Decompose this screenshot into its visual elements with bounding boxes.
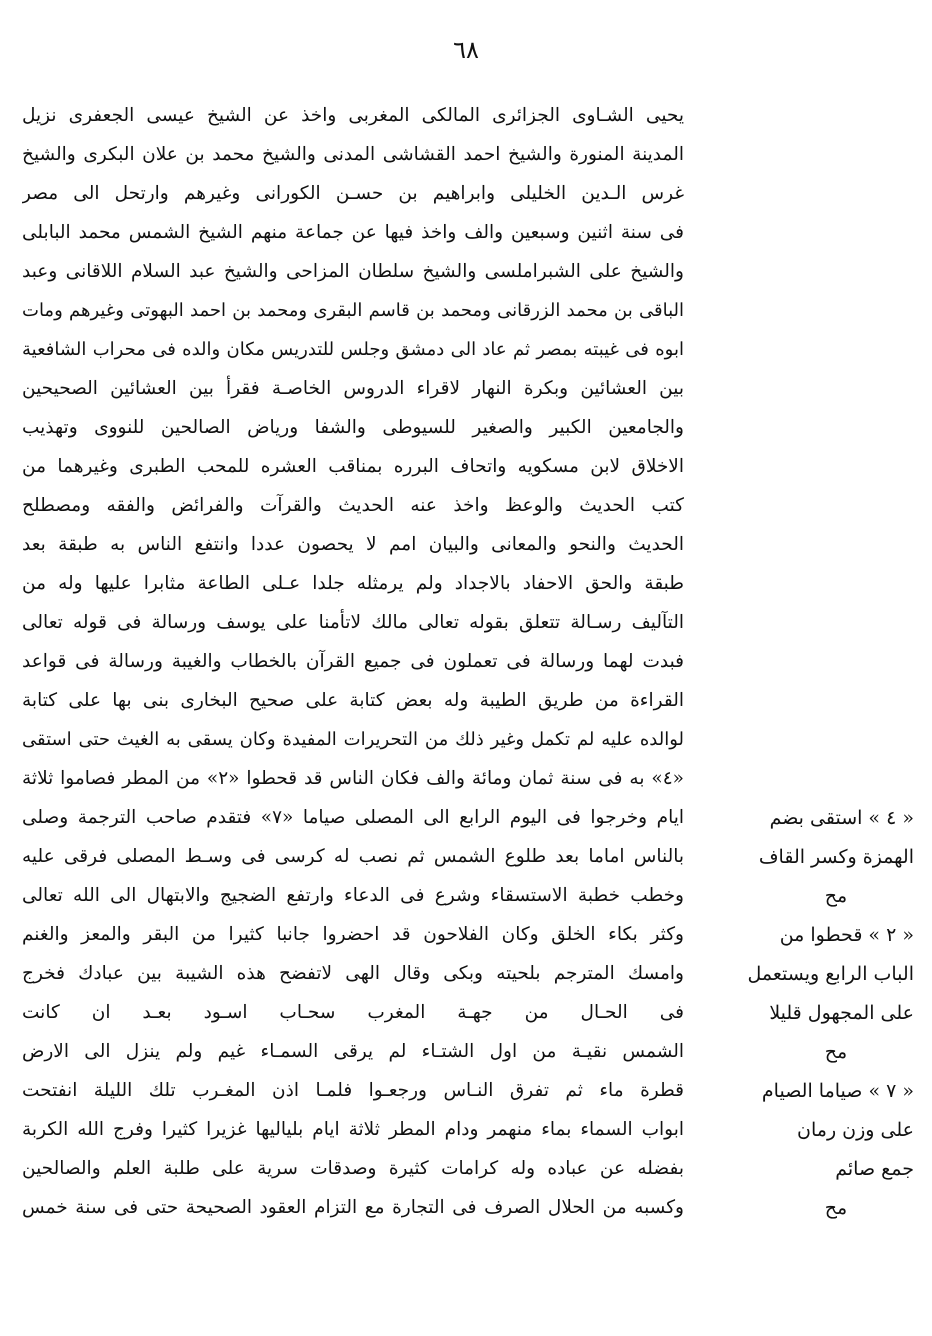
text-line: فى الحـال من جهـة المغرب سحـاب اسـود بعـد ان كانت [22, 1002, 684, 1023]
margin-notes [718, 799, 914, 1228]
margin-note-line: الباب الرابع ويستعمل [747, 963, 914, 985]
text-line: ابوه فى غيبته بمصر ثم عاد الى دمشق وجلس للتدريس مكان والده فى محراب الشافعية [22, 339, 684, 360]
text-line: وامسك المترجم بلحيته وبكى وقال الهى لاتفضح هذه الشيبة بين عبادك فخرج [22, 963, 684, 984]
text-line: بين العشائين وبكرة النهار لاقراء الدروس الخاصـة فقرأ بين العشائين الصحيحين [22, 378, 684, 399]
margin-note-line: جمع صائم [835, 1158, 914, 1180]
text-line: والشيخ على الشبراملسى والشيخ سلطان المزاحى والشيخ عبد السلام اللاقانى وعبد [22, 261, 684, 282]
main-text-body [22, 96, 684, 1227]
text-line: الاخلاق لابن مسكويه واتحاف البرره بمناقب العشره للمحب الطبرى وغيرهما من [22, 456, 684, 477]
text-line: المدينة المنورة والشيخ احمد القشاشى المدنى والشيخ محمد بن علان البكرى والشيخ [22, 144, 684, 165]
text-line: فبدت لهما ورسالة فى تعملون فى جميع القرآن بالخطاب والغيبة ورسالة فى قواعد [22, 651, 684, 672]
margin-note-line: على المجهول قليلا [769, 1002, 914, 1024]
text-line: بفضله عن عباده وله كرامات كثيرة وصدقات سرية على طلبة العلم والصالحين [22, 1158, 684, 1179]
text-line: التآليف رسـالة تتعلق بقوله تعالى مالك لاتأمنا على يوسف ورسالة فى قوله تعالى [22, 612, 684, 633]
text-line: وكثر بكاء الخلق وكان الفلاحون قد احضروا جانبا كثيرا من البقر والمعز والغنم [22, 924, 684, 945]
text-line: ايام وخرجوا فى اليوم الرابع الى المصلى صياما «٧» فتقدم صاحب الترجمة وصلى [22, 807, 684, 828]
margin-note-signature: مح [824, 1197, 848, 1219]
text-line: والجامعين الكبير والصغير للسيوطى والشفا ورياض الصالحين للنووى وتهذيب [22, 417, 684, 438]
text-line: فى سنة اثنين وسبعين والف واخذ فيها عن جماعة منهم الشيخ الشمس محمد البابلى [22, 222, 684, 243]
page-number: ٦٨ [453, 36, 479, 64]
text-line: ابواب السماء بماء منهمر ودام المطر ثلاثة ايام بلياليها غزيرا كثيرا وفرج الله الكربة [22, 1119, 684, 1140]
text-line: طبقة والحق الاحفاد بالاجداد ولم يرمثله جلدا عـلى الطاعة مثابرا عليها وله من [22, 573, 684, 594]
margin-note-line: على وزن رمان [797, 1119, 914, 1141]
text-line: وخطب خطبة الاستسقاء وشرع فى الدعاء وارتفع الضجيج والابتهال الى الله تعالى [22, 885, 684, 906]
text-line: الباقى بن محمد الزرقانى ومحمد بن قاسم البقرى ومحمد بن احمد البهوتى وغيرهم ومات [22, 300, 684, 321]
text-line: الحديث والنحو والمعانى والبيان امم لا يحصون عددا وانتفع الناس به طبقة بعد [22, 534, 684, 555]
text-line: كتب الحديث والوعظ واخذ عنه الحديث والقرآت والفرائض والفقه ومصطلح [22, 495, 684, 516]
margin-note-signature: مح [824, 1041, 848, 1063]
margin-note-line: الهمزة وكسر القاف [758, 846, 914, 868]
text-line: قطرة ماء ثم تفرق النـاس ورجعـوا فلمـا اذن المغـرب تلك الليلة انفتحت [22, 1080, 684, 1101]
text-line: لوالده عليه لم تكمل وغير ذلك من التحريرات المفيدة وكان يسقى به الغيث حتى استقى [22, 729, 684, 750]
text-line: وكسبه من الحلال الصرف فى التجارة مع التزام العقود الصحيحة حتى فى سنة خمس [22, 1197, 684, 1218]
text-line: الشمس نقيـة من اول الشتـاء لم يرقى السمـاء غيم ولم ينزل الى الارض [22, 1041, 684, 1062]
text-line: بالناس اماما بعد طلوع الشمس ثم نصب له كرسى فى وسـط المصلى فرقى عليه [22, 846, 684, 867]
margin-note-line: « ٢ » قحطوا من [779, 924, 914, 946]
text-line: غرس الـدين الخليلى وابراهيم بن حسـن الكورانى وغيرهم وارتحل الى مصر [22, 183, 684, 204]
margin-note-line: « ٤ » استقى بضم [769, 807, 914, 829]
margin-note-signature: مح [824, 885, 848, 907]
text-line: القراءة من طريق الطيبة وله بعض كتابة على صحيح البخارى بنى بها على كتابة [22, 690, 684, 711]
margin-note-line: « ٧ » صياما الصيام [761, 1080, 914, 1102]
text-line: يحيى الشـاوى الجزائرى المالكى المغربى واخذ عن الشيخ عيسى الجعفرى نزيل [22, 105, 684, 126]
text-line: «٤» به فى سنة ثمان ومائة والف فكان الناس قد قحطوا «٢» من المطر فصاموا ثلاثة [22, 768, 684, 789]
